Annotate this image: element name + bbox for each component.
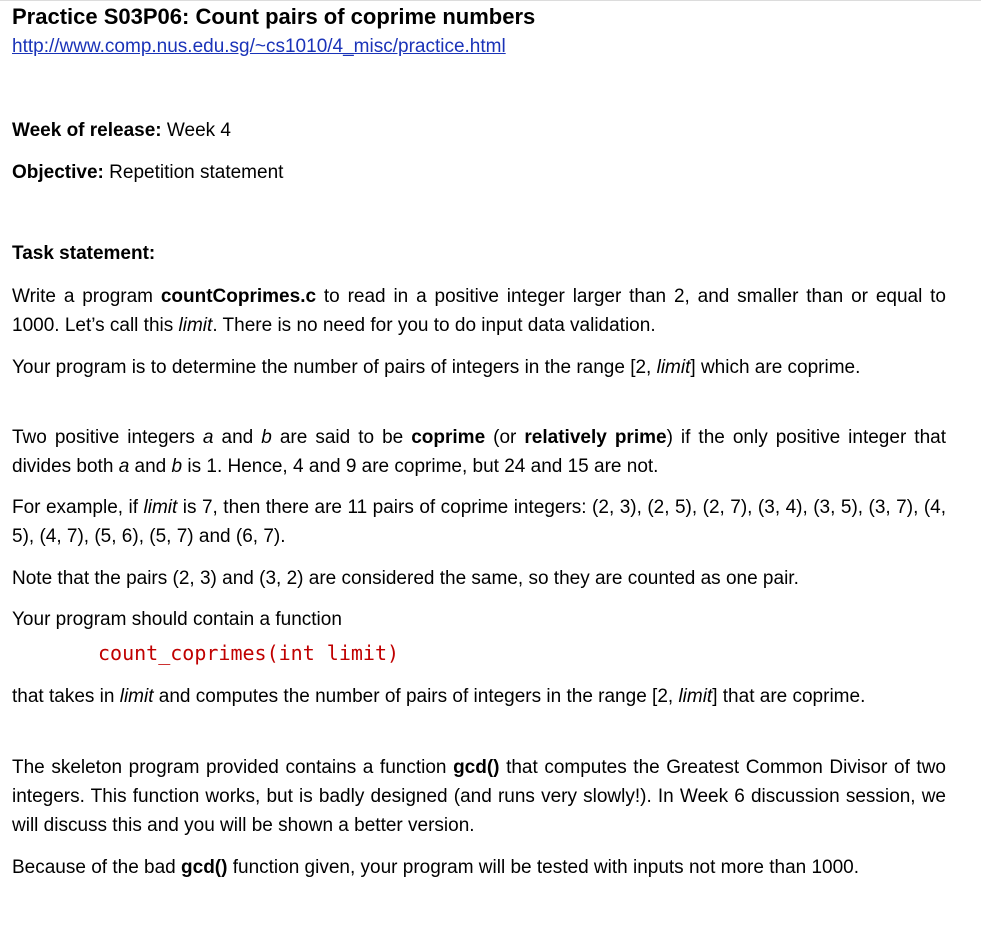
text: The skeleton program provided contains a function — [12, 757, 454, 778]
practice-link[interactable]: http://www.comp.nus.edu.sg/~cs1010/4_misc/practice.html — [12, 36, 506, 57]
var-a: a — [202, 427, 214, 448]
text: and — [213, 427, 262, 448]
paragraph-example — [12, 493, 946, 551]
paragraph-testing — [12, 853, 946, 882]
text: function given, your program will be tested with inputs not more than 1000. — [227, 857, 860, 878]
top-border — [0, 0, 981, 1]
task-heading: Task statement: — [12, 243, 156, 264]
text: For example, if — [12, 497, 144, 518]
page-title: Practice S03P06: Count pairs of coprime numbers — [12, 4, 536, 29]
limit-term: limit — [143, 497, 178, 518]
text: . There is no need for you to do input data validation. — [212, 315, 656, 336]
text: Write a program — [12, 286, 161, 307]
text: Because of the bad — [12, 857, 182, 878]
paragraph-coprime-definition — [12, 423, 946, 481]
text: is 7, then there are 11 pairs of coprime integers: (2, 3), (2, 5), (2, 7), (3, 4), (3, 5), (3, 7), (4, 5), (4, 7), (5, 6), (5, 7) and (6, 7). — [12, 497, 946, 547]
text: and computes the number of pairs of integers in the range [2, — [153, 686, 679, 707]
limit-term: limit — [656, 357, 691, 378]
text: Your program is to determine the number of pairs of integers in the range [2, — [12, 357, 657, 378]
term-coprime: coprime — [411, 427, 486, 448]
paragraph-function-desc — [12, 682, 946, 711]
week-value: Week 4 — [166, 120, 231, 141]
limit-term: limit — [119, 686, 154, 707]
objective-label: Objective: — [12, 162, 104, 183]
paragraph-program — [12, 282, 946, 340]
limit-term: limit — [678, 686, 713, 707]
filename: countCoprimes.c — [160, 286, 317, 307]
text: (or — [485, 427, 525, 448]
text: and — [129, 456, 172, 477]
text: to read in a positive integer larger than 2, and smaller than or equal to 1000. Let’s call this — [12, 286, 947, 336]
paragraph-determine — [12, 353, 946, 382]
paragraph-skeleton — [12, 753, 946, 840]
objective — [12, 162, 283, 184]
text: ] which are coprime. — [690, 357, 861, 378]
text: that takes in — [12, 686, 120, 707]
text: ] that are coprime. — [712, 686, 866, 707]
text: is 1. Hence, 4 and 9 are coprime, but 24 and 15 are not. — [182, 456, 659, 477]
limit-term: limit — [178, 315, 213, 336]
gcd-function: gcd() — [181, 857, 228, 878]
var-a: a — [118, 456, 130, 477]
function-signature: count_coprimes(int limit) — [98, 641, 400, 665]
objective-value: Repetition statement — [109, 162, 284, 183]
term-relatively-prime: relatively prime — [524, 427, 667, 448]
text: Two positive integers — [12, 427, 203, 448]
text: ) if the only positive integer that divides both — [12, 427, 946, 477]
paragraph-note: Note that the pairs (2, 3) and (3, 2) are considered the same, so they are counted as one pair. — [12, 568, 799, 589]
week-of-release — [12, 120, 231, 142]
paragraph-function-intro: Your program should contain a function — [12, 609, 342, 630]
var-b: b — [171, 456, 183, 477]
gcd-function: gcd() — [453, 757, 500, 778]
text: that computes the Greatest Common Divisor of two integers. This function works, but is badly designed (and runs very slowly!). In Week 6 discussion session, we will discuss this and you will be shown a better version. — [12, 757, 946, 836]
week-label: Week of release: — [12, 120, 162, 141]
text: are said to be — [271, 427, 412, 448]
var-b: b — [261, 427, 272, 448]
